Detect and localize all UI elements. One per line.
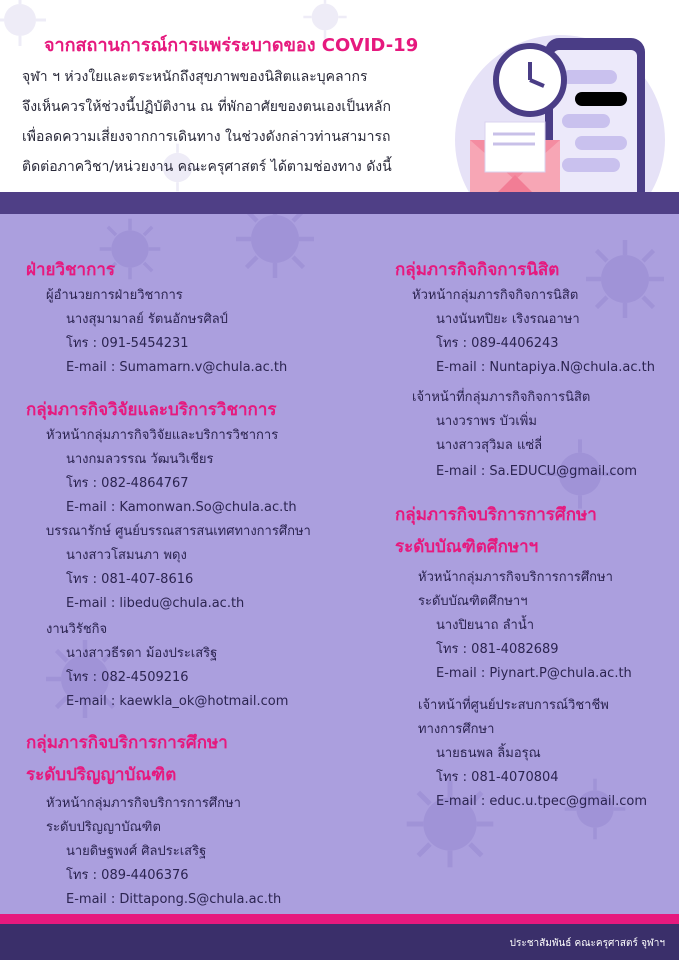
contact-panel [0, 214, 679, 914]
header-line: จุฬา ฯ ห่วงใยและตระหนักถึงสุขภาพของนิสิตและบุคลากร [22, 69, 368, 85]
contact-name: นางสาวโสมนภา พดุง [66, 548, 187, 563]
contact-phone: โทร : 081-4070804 [436, 770, 559, 785]
contact-name: นายธนพล ลิ้มอรุณ [436, 746, 541, 761]
role-label: งานวิรัชกิจ [46, 622, 108, 637]
role-label: หัวหน้ากลุ่มภารกิจบริการการศึกษา [418, 570, 613, 585]
contact-name: นางสาวธีรดา ม้องประเสริฐ [66, 646, 218, 661]
contact-name: นางปิยนาถ ลำน้ำ [436, 618, 535, 633]
footer-credit: ประชาสัมพันธ์ คณะครุศาสตร์ จุฬาฯ [509, 938, 665, 949]
footer [0, 924, 679, 960]
role-label: ระดับบัณฑิตศึกษาฯ [418, 594, 528, 609]
contact-email: E-mail : educ.u.tpec@gmail.com [436, 794, 648, 809]
contact-phone: โทร : 082-4509216 [66, 670, 189, 685]
role-label: บรรณารักษ์ ศูนย์บรรณสารสนเทศทางการศึกษา [46, 524, 311, 539]
virus-icon [580, 234, 670, 324]
contact-phone: โทร : 081-407-8616 [66, 572, 194, 587]
header-title: จากสถานการณ์การแพร่ระบาดของ COVID-19 [44, 35, 419, 56]
contact-name: นางนันทปิยะ เริงรณอาษา [436, 312, 580, 327]
contact-email: E-mail : Kamonwan.So@chula.ac.th [66, 500, 297, 515]
role-label: หัวหน้ากลุ่มภารกิจกิจการนิสิต [412, 288, 579, 303]
contact-email: E-mail : Sa.EDUCU@gmail.com [436, 464, 638, 479]
header-line: เพื่อลดความเสี่ยงจากการเดินทาง ในช่วงดังกล่าวท่านสามารถ [22, 129, 391, 145]
role-label: เจ้าหน้าที่ศูนย์ประสบการณ์วิชาชีพ [418, 698, 609, 713]
contact-name: นางสาวสุวิมล แซ่ลี่ [436, 438, 543, 453]
contact-name: นางสุมามาลย์ รัตนอักษรศิลป์ [66, 312, 228, 327]
virus-icon [230, 214, 320, 284]
header-text [22, 62, 462, 182]
role-label: เจ้าหน้าที่กลุ่มภารกิจกิจการนิสิต [412, 390, 591, 405]
contact-phone: โทร : 082-4864767 [66, 476, 189, 491]
contact-email: E-mail : libedu@chula.ac.th [66, 596, 245, 611]
contact-email: E-mail : Piynart.P@chula.ac.th [436, 666, 632, 681]
contact-phone: โทร : 089-4406376 [66, 868, 189, 883]
contact-email: E-mail : Nuntapiya.N@chula.ac.th [436, 360, 655, 375]
role-label: ระดับปริญญาบัณฑิต [46, 820, 161, 835]
section-subtitle-postgrad: ระดับบัณฑิตศึกษาฯ [395, 537, 539, 557]
contact-name: นางกมลวรรณ วัฒนวิเชียร [66, 452, 214, 467]
contact-email: E-mail : Dittapong.S@chula.ac.th [66, 892, 282, 907]
contact-phone: โทร : 089-4406243 [436, 336, 559, 351]
section-title-undergrad: กลุ่มภารกิจบริการการศึกษา [26, 733, 228, 753]
section-title-postgrad: กลุ่มภารกิจบริการการศึกษา [395, 505, 597, 525]
contact-phone: โทร : 081-4082689 [436, 642, 559, 657]
header [0, 0, 679, 192]
footer-accent [0, 914, 679, 924]
section-title-student: กลุ่มภารกิจกิจการนิสิต [395, 260, 560, 280]
role-label: หัวหน้ากลุ่มภารกิจวิจัยและบริการวิชาการ [46, 428, 279, 443]
role-label: ทางการศึกษา [418, 722, 495, 737]
section-title-research: กลุ่มภารกิจวิจัยและบริการวิชาการ [26, 400, 277, 420]
role-label: หัวหน้ากลุ่มภารกิจบริการการศึกษา [46, 796, 241, 811]
header-line: จึงเห็นควรให้ช่วงนี้ปฏิบัติงาน ณ ที่พักอาศัยของตนเองเป็นหลัก [22, 99, 391, 115]
section-subtitle-undergrad: ระดับปริญญาบัณฑิต [26, 765, 177, 785]
virus-icon [0, 0, 50, 50]
contact-email: E-mail : kaewkla_ok@hotmail.com [66, 694, 289, 709]
role-label: ผู้อำนวยการฝ่ายวิชาการ [46, 288, 183, 303]
section-title-academic: ฝ่ายวิชาการ [26, 260, 116, 280]
contact-phone: โทร : 091-5454231 [66, 336, 189, 351]
header-line: ติดต่อภาควิชา/หน่วยงาน คณะครุศาสตร์ ได้ตามช่องทาง ดังนี้ [22, 159, 392, 175]
contact-name: นางวราพร บัวเพิ่ม [436, 414, 537, 429]
contact-name: นายดิษฐพงศ์ ศิลประเสริฐ [66, 844, 207, 859]
contact-email: E-mail : Sumamarn.v@chula.ac.th [66, 360, 288, 375]
divider-band [0, 192, 679, 214]
